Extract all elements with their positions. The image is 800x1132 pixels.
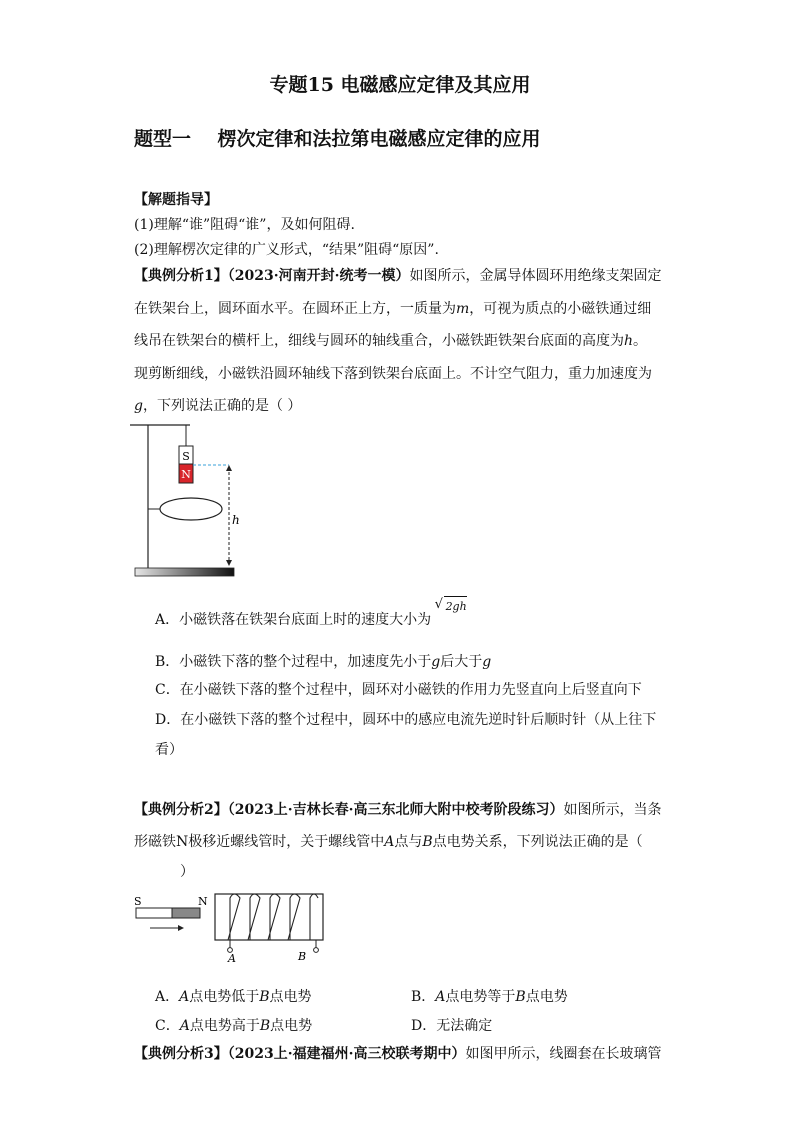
example2-source: （2023上·吉林长春·高三东北师大附中校考阶段练习） [227,802,564,818]
example3-source: （2023上·福建福州·高三校联考期中） [227,1046,466,1062]
example2-option-b[interactable]: B．A点电势等于B点电势 [411,989,568,1005]
example1-line2: 在铁架台上，圆环面水平。在圆环正上方，一质量为m，可视为质点的小磁铁通过细 [134,301,652,317]
terminal-b [314,948,319,953]
guide-heading: 【解题指导】 [134,192,218,208]
stand-base [135,568,234,576]
example1-line1: 【典例分析1】（2023·河南开封·统考一模）如图所示，金属导体圆环用绝缘支架固定 [134,268,662,284]
figure-magnet-ring-stand [130,420,240,580]
example1-option-d-cont: 看） [155,742,183,758]
example1-option-d[interactable]: D．在小磁铁下落的整个过程中，圆环中的感应电流先逆时针后顺时针（从上往下 [155,712,657,728]
example3-label: 【典例分析3】 [134,1046,228,1062]
fig2-label-b: B [298,950,307,963]
guide-item-2: (2)理解楞次定律的广义形式，“结果”阻碍“原因”. [134,242,439,258]
example1-label: 【典例分析1】 [134,268,228,284]
guide-item-1: (1)理解“谁”阻碍“谁”，及如何阻碍. [134,217,355,233]
page-title: 专题15 电磁感应定律及其应用 [269,74,531,96]
bar-magnet-s [136,908,172,918]
sqrt-expression: √ 2gh [444,596,467,617]
example2-line2: 形磁铁N极移近螺线管时，关于螺线管中A点与B点电势关系，下列说法正确的是（ [134,834,643,850]
var-h: h [624,333,634,349]
example2-option-c[interactable]: C．A点电势高于B点电势 [155,1018,313,1034]
section-heading: 题型一 楞次定律和法拉第电磁感应定律的应用 [134,128,541,150]
example1-line4: 现剪断细线，小磁铁沿圆环轴线下落到铁架台底面上。不计空气阻力，重力加速度为 [134,366,652,382]
example3-line1: 【典例分析3】（2023上·福建福州·高三校联考期中）如图甲所示，线圈套在长玻璃管 [134,1046,662,1062]
sqrt-icon: √ [434,597,443,612]
solenoid-tube [215,894,323,940]
var-m: m [456,301,470,317]
example1-source: （2023·河南开封·统考一模） [227,268,410,284]
var-g: g [134,398,143,414]
example2-line1: 【典例分析2】（2023上·吉林长春·高三东北师大附中校考阶段练习）如图所示，当条 [134,802,662,818]
example2-label: 【典例分析2】 [134,802,228,818]
example2-line3: ） [180,864,194,880]
fig2-label-n: N [198,895,208,908]
figure-magnet-solenoid [130,888,330,964]
example1-line3: 线吊在铁架台的横杆上，细线与圆环的轴线重合，小磁铁距铁架台底面的高度为h。 [134,333,648,349]
example1-option-c[interactable]: C．在小磁铁下落的整个过程中，圆环对小磁铁的作用力先竖直向上后竖直向下 [155,682,642,698]
fig2-label-a: A [228,952,236,964]
fig1-label-h: h [232,513,240,527]
solenoid-coil [228,894,318,940]
bar-magnet-n [172,908,200,918]
metal-ring [160,498,222,520]
fig1-label-n: N [181,468,191,481]
example1-option-a[interactable]: A．小磁铁落在铁架台底面上时的速度大小为 √ 2gh [155,597,467,628]
example1-option-b[interactable]: B．小磁铁下落的整个过程中，加速度先小于g后大于g [155,654,492,670]
example1-line5: g，下列说法正确的是（ ） [134,398,302,414]
example2-option-a[interactable]: A．A点电势低于B点电势 [155,989,312,1005]
fig2-label-s: S [134,895,142,908]
fig1-label-s: S [182,450,190,463]
example2-option-d[interactable]: D．无法确定 [411,1018,493,1034]
